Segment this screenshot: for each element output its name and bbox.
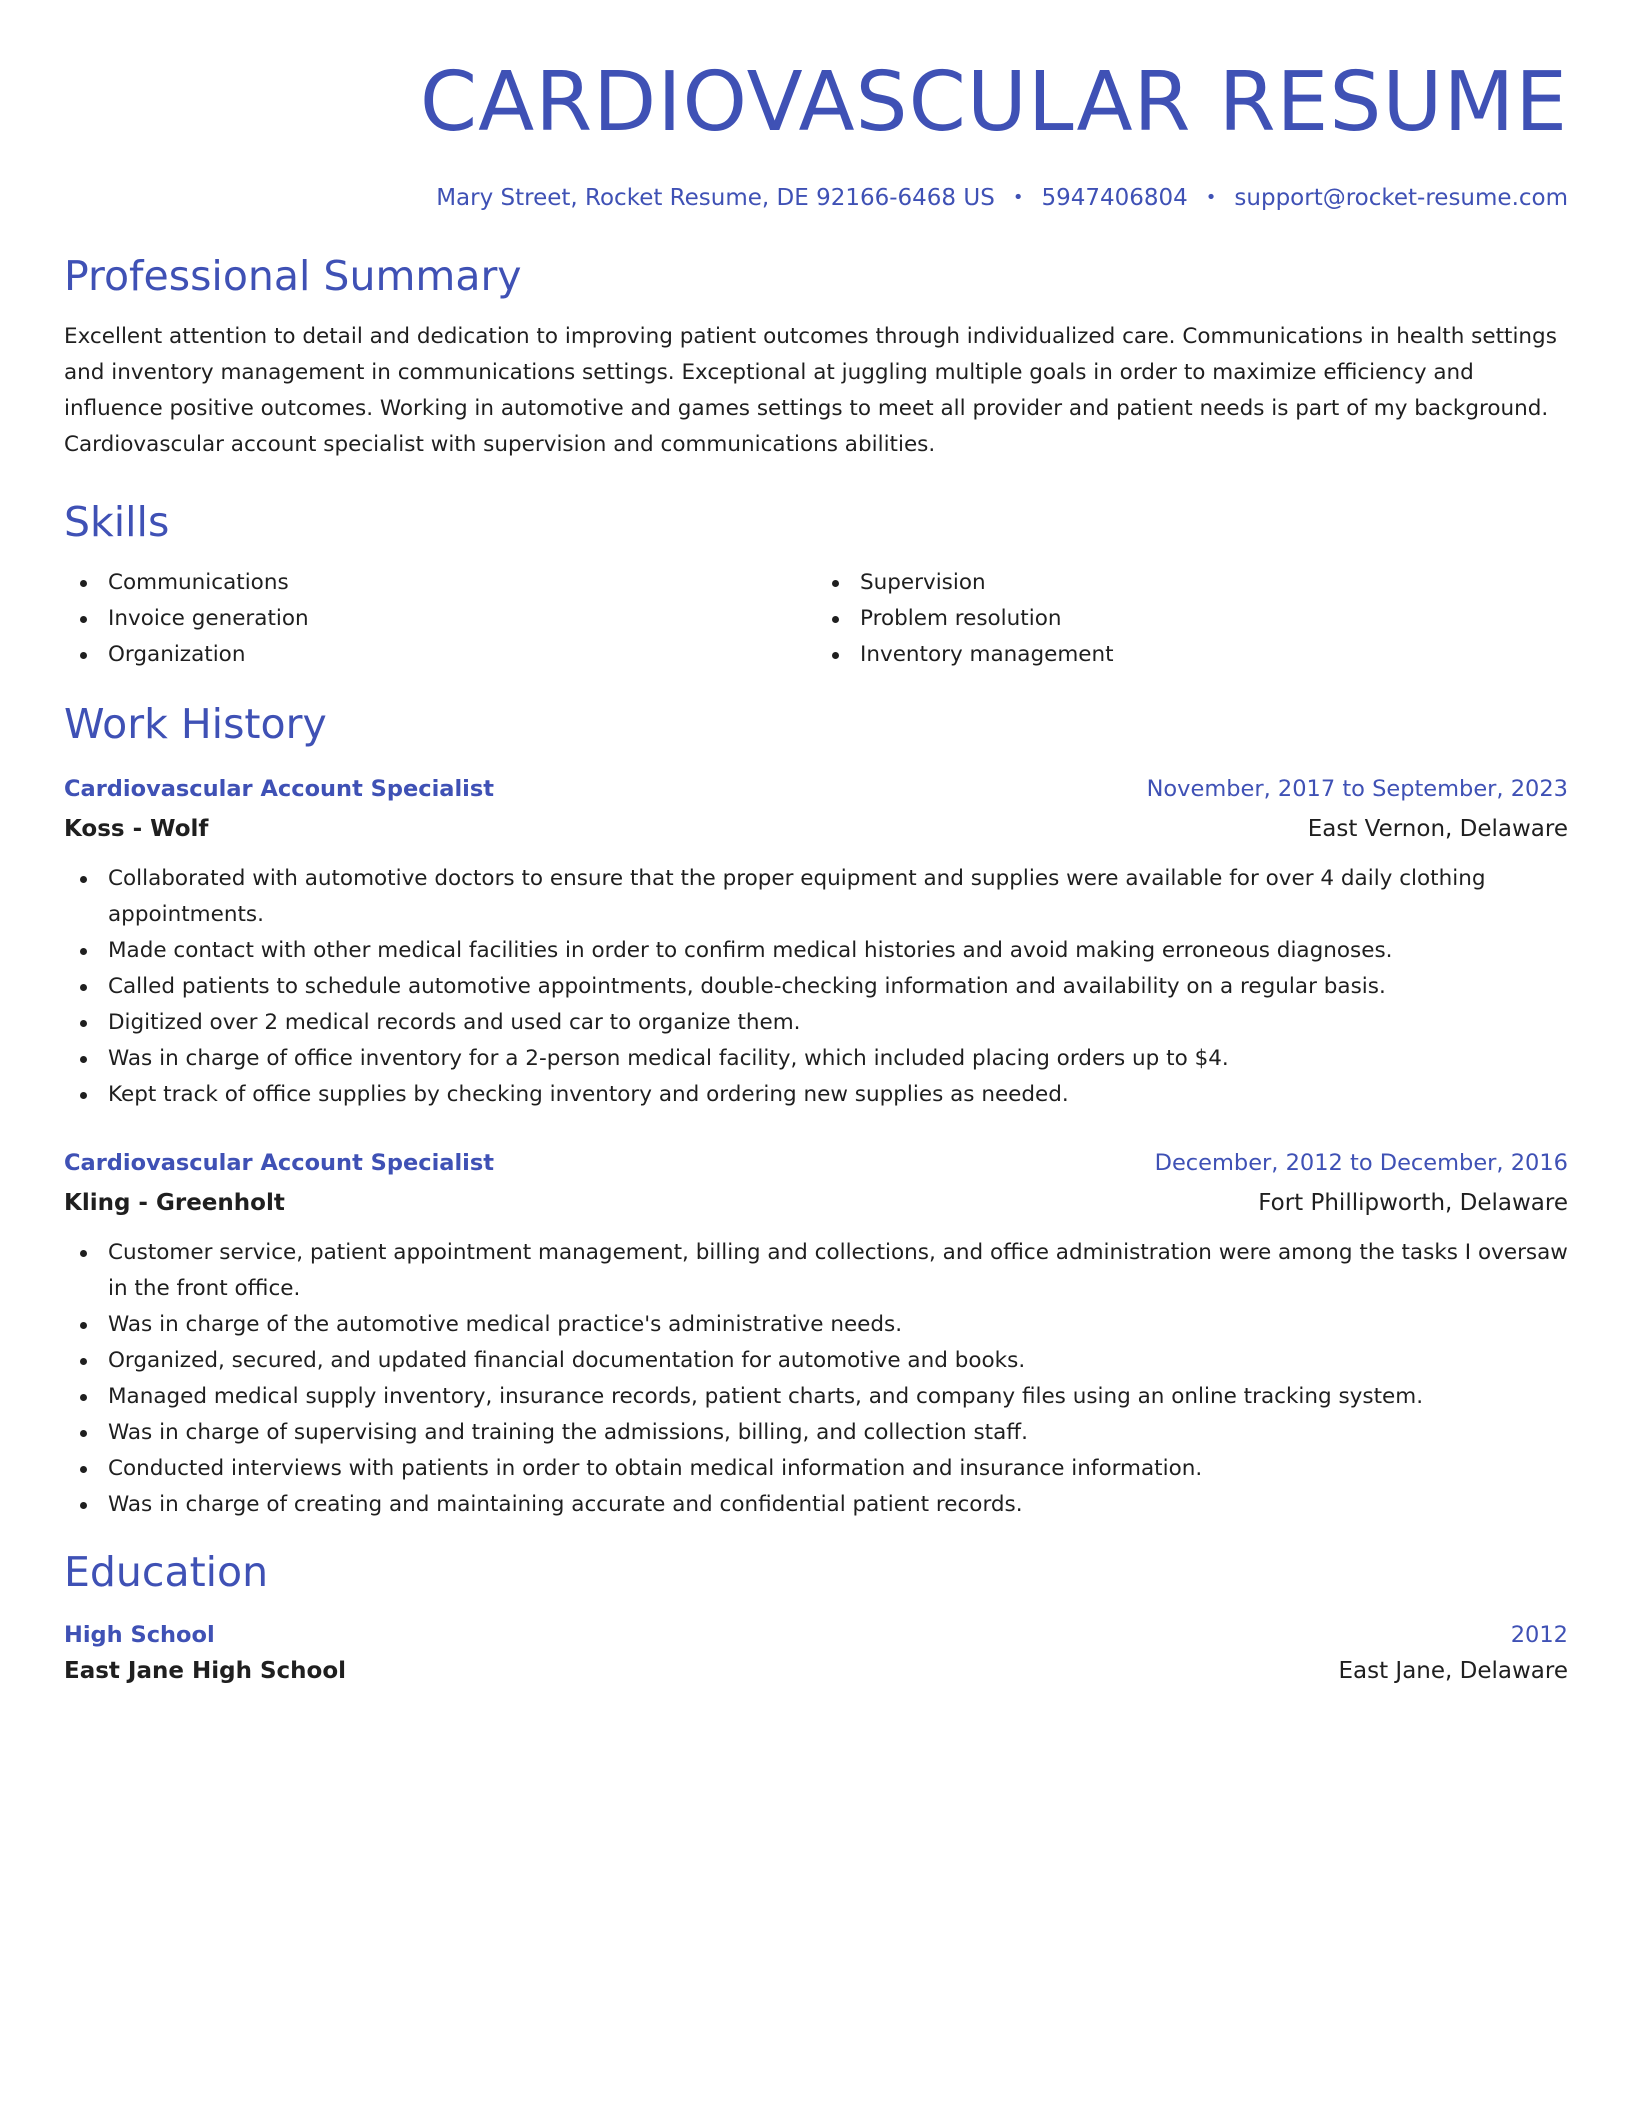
job-company-row: [64, 1185, 1568, 1221]
skills-heading: Skills: [64, 498, 170, 546]
skill-item: Organization: [64, 637, 816, 673]
job-bullets: [64, 1235, 1568, 1523]
job-company-row: [64, 811, 1568, 847]
job-bullet: Customer service, patient appointment management, billing and collections, and office administration were among the tasks I oversaw in the front office.: [64, 1235, 1568, 1307]
job-title: Cardiovascular Account Specialist: [64, 776, 495, 802]
resume-title: CARDIOVASCULAR RESUME: [419, 55, 1568, 150]
education-entry: [64, 1617, 1568, 1689]
skill-item: Inventory management: [816, 637, 1568, 673]
summary-heading: Professional Summary: [64, 252, 522, 300]
skills-column-right: [816, 565, 1568, 673]
contact-email: support@rocket-resume.com: [1234, 185, 1568, 211]
work-history-section: [64, 699, 1568, 1523]
contact-phone: 5947406804: [1041, 185, 1188, 211]
skill-item: Problem resolution: [816, 601, 1568, 637]
summary-text: Excellent attention to detail and dedication to improving patient outcomes through individualized care. Communications in health settings and inventory management in communications settings. Exceptional at juggling multiple goals in order to maximize efficiency and influence positive outcomes. Working in automotive and games settings to meet all provider and patient needs is part of my background. Cardiovascular account specialist with supervision and communications abilities.: [64, 324, 1557, 457]
job-location: East Vernon, Delaware: [1307, 816, 1568, 842]
job-header-row: [64, 1145, 1568, 1181]
job-company: Kling - Greenholt: [64, 1190, 285, 1216]
education-school-row: [64, 1653, 1568, 1689]
skills-section: [64, 497, 1568, 673]
job-dates: November, 2017 to September, 2023: [1146, 776, 1568, 802]
job-bullets: [64, 861, 1568, 1113]
contact-separator: •: [1012, 187, 1024, 208]
job-company: Koss - Wolf: [64, 816, 209, 842]
contact-separator: •: [1205, 187, 1217, 208]
education-section: [64, 1547, 1568, 1689]
job-bullet: Made contact with other medical facilities in order to confirm medical histories and avoid making erroneous diagnoses.: [64, 933, 1568, 969]
skills-grid: [64, 565, 1568, 673]
education-degree: High School: [64, 1622, 215, 1648]
job-bullet: Digitized over 2 medical records and used car to organize them.: [64, 1005, 1568, 1041]
contact-address: Mary Street, Rocket Resume, DE 92166-6468 US: [436, 185, 995, 211]
contact-line: [64, 183, 1568, 213]
job-bullet: Was in charge of supervising and training the admissions, billing, and collection staff.: [64, 1415, 1568, 1451]
job-bullet: Conducted interviews with patients in order to obtain medical information and insurance information.: [64, 1451, 1568, 1487]
job-bullet: Collaborated with automotive doctors to ensure that the proper equipment and supplies were available for over 4 daily clothing appointments.: [64, 861, 1568, 933]
job-bullet: Was in charge of creating and maintaining accurate and confidential patient records.: [64, 1487, 1568, 1523]
job-entry: [64, 1145, 1568, 1523]
work-history-heading: Work History: [64, 700, 327, 748]
education-location: East Jane, Delaware: [1338, 1658, 1568, 1684]
education-year: 2012: [1510, 1622, 1568, 1648]
skill-item: Communications: [64, 565, 816, 601]
job-bullet: Organized, secured, and updated financial documentation for automotive and books.: [64, 1343, 1568, 1379]
education-heading: Education: [64, 1548, 269, 1596]
education-header-row: [64, 1617, 1568, 1653]
job-dates: December, 2012 to December, 2016: [1154, 1150, 1568, 1176]
job-bullet: Was in charge of the automotive medical practice's administrative needs.: [64, 1307, 1568, 1343]
job-header-row: [64, 771, 1568, 807]
job-bullet: Managed medical supply inventory, insurance records, patient charts, and company files using an online tracking system.: [64, 1379, 1568, 1415]
education-school: East Jane High School: [64, 1658, 347, 1684]
skill-item: Invoice generation: [64, 601, 816, 637]
job-title: Cardiovascular Account Specialist: [64, 1150, 495, 1176]
skill-item: Supervision: [816, 565, 1568, 601]
job-entry: [64, 771, 1568, 1113]
skills-column-left: [64, 565, 816, 673]
job-location: Fort Phillipworth, Delaware: [1258, 1190, 1568, 1216]
job-bullet: Kept track of office supplies by checking inventory and ordering new supplies as needed.: [64, 1077, 1568, 1113]
job-bullet: Was in charge of office inventory for a 2-person medical facility, which included placing orders up to $4.: [64, 1041, 1568, 1077]
job-bullet: Called patients to schedule automotive appointments, double-checking information and availability on a regular basis.: [64, 969, 1568, 1005]
summary-section: [64, 251, 1568, 463]
